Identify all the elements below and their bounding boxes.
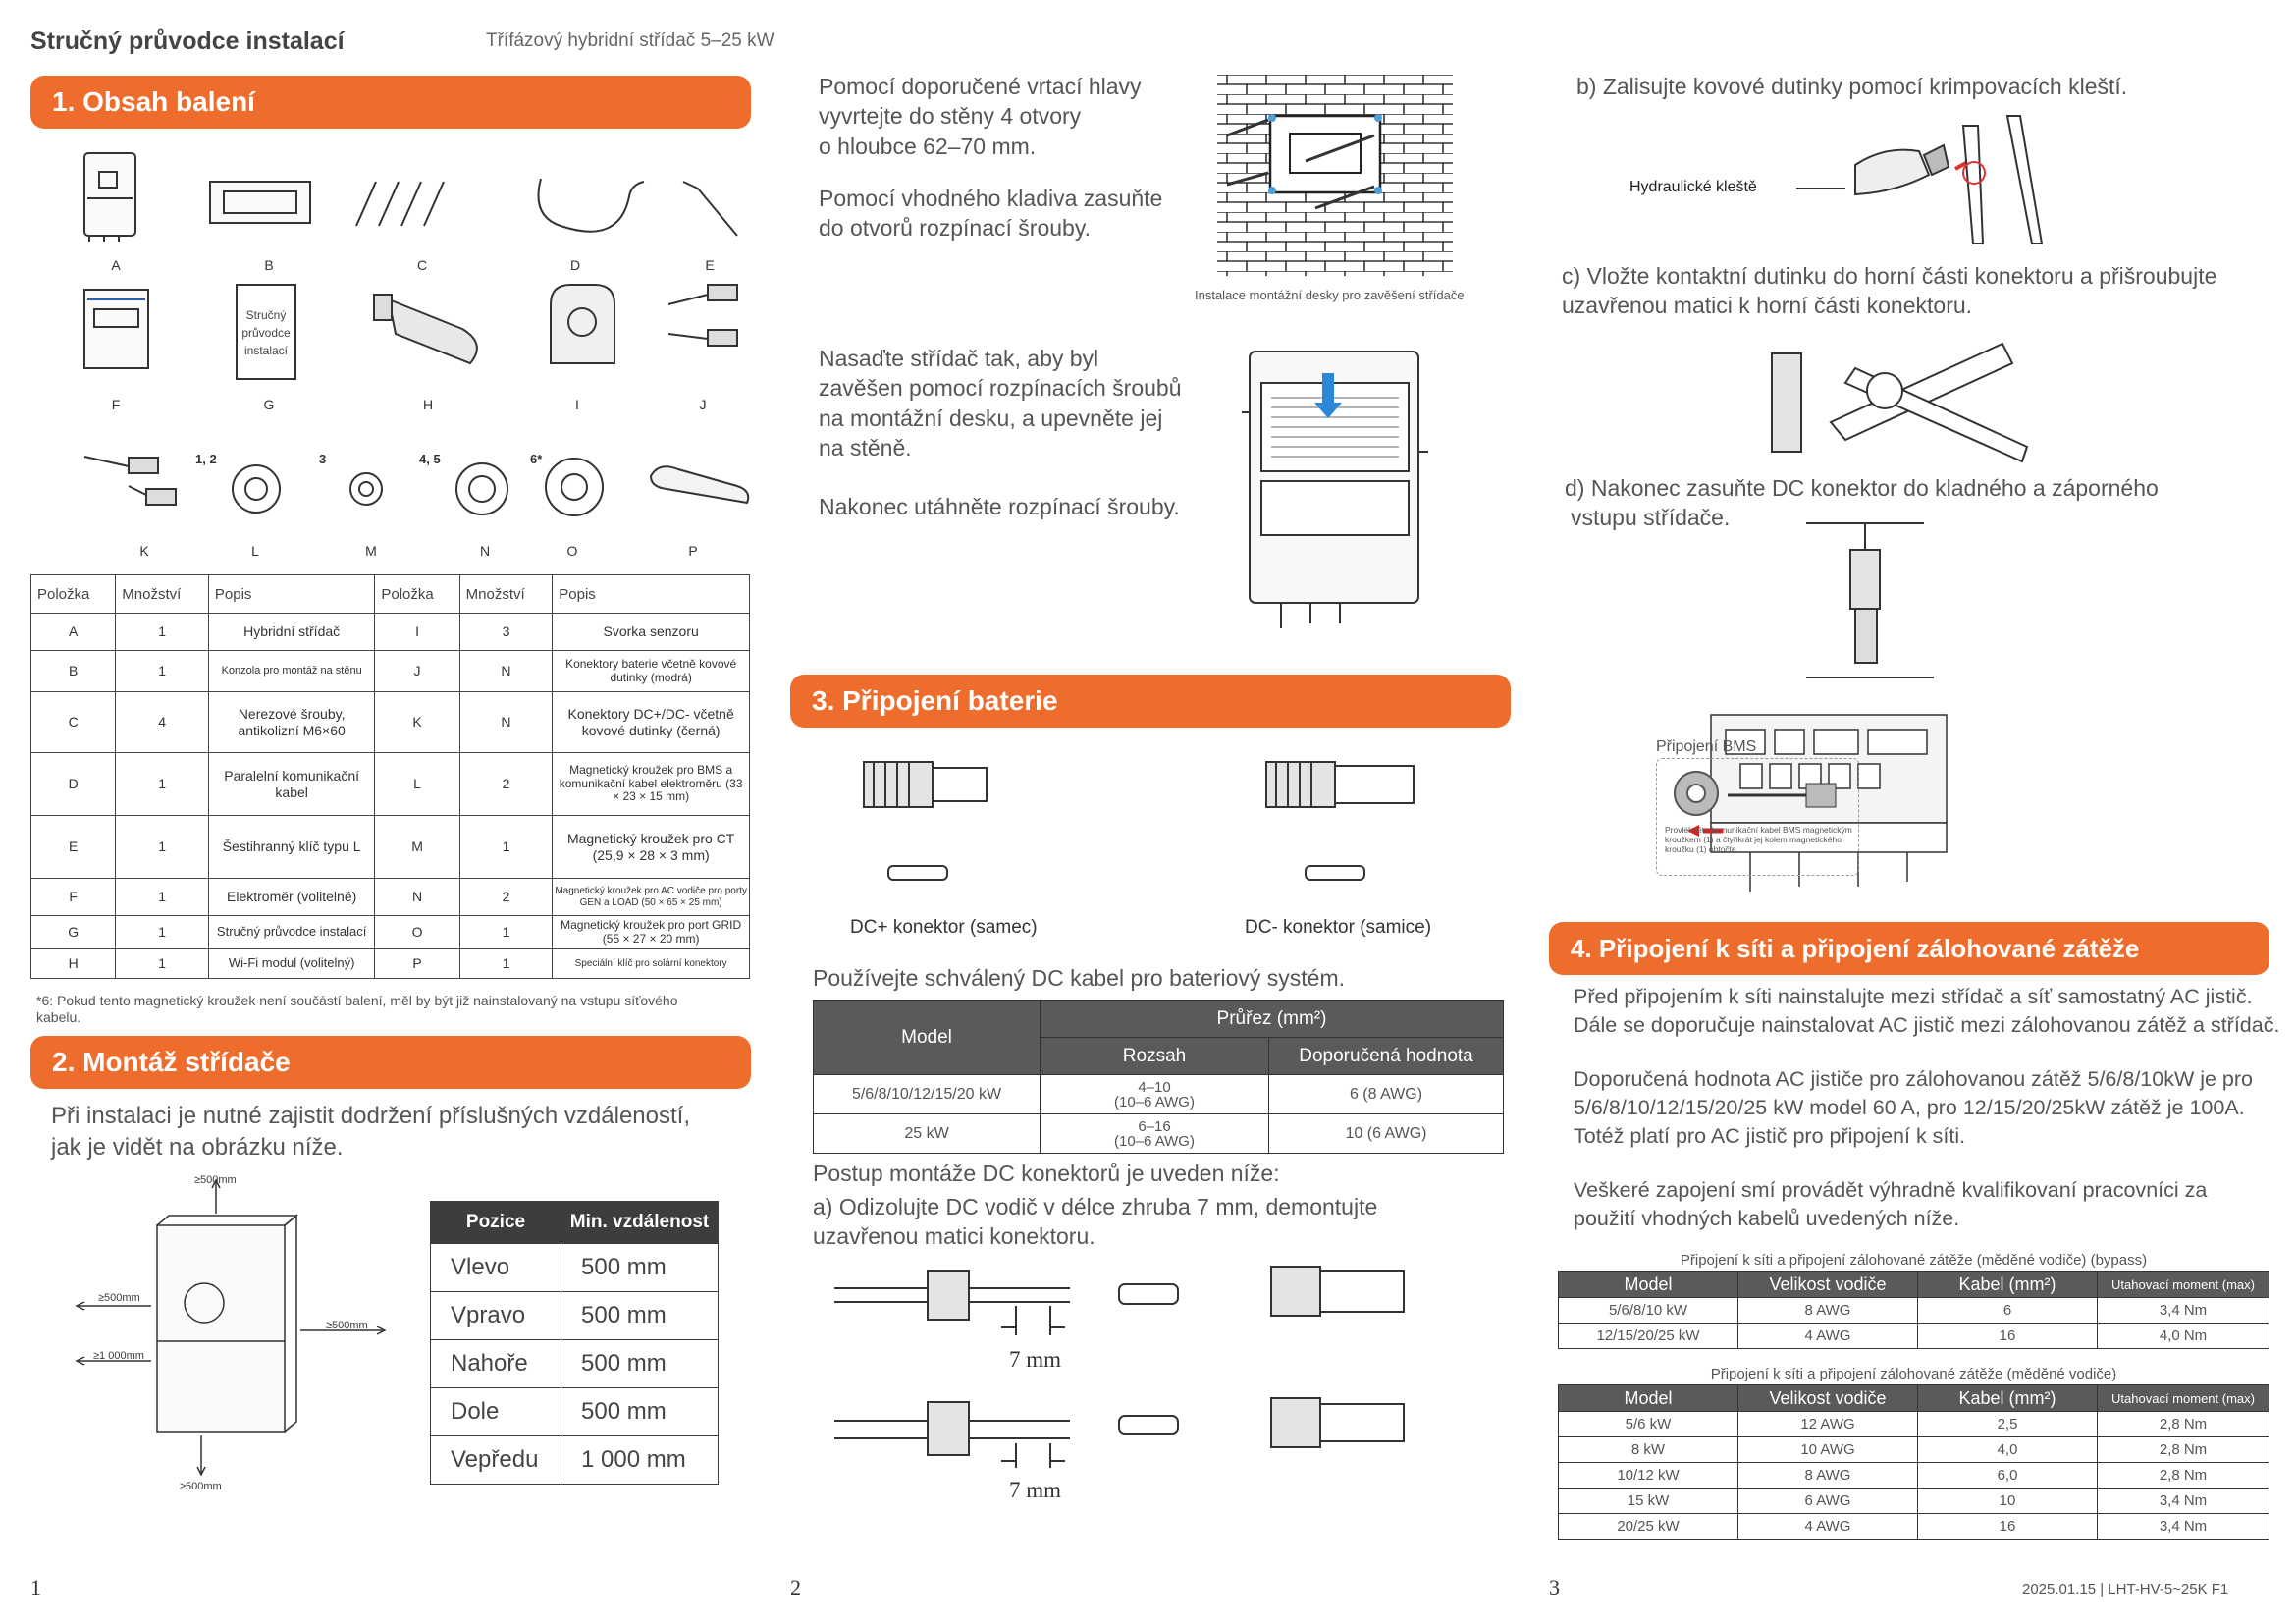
grid-cable-table [1558, 1384, 2269, 1540]
table-row [1559, 1298, 2269, 1324]
col-header: Množství [459, 575, 553, 614]
cell: 3,4 Nm [2098, 1298, 2269, 1324]
booklet-line-2: průvodce [241, 326, 291, 340]
cell: 5/6/8/10 kW [1559, 1298, 1738, 1324]
section-grid-connection: 4. Připojení k síti a připojení zálohované zátěže [1549, 922, 2269, 975]
col-header: Množství [116, 575, 209, 614]
mounting-intro: Při instalaci je nutné zajistit dodržení příslušných vzdáleností, jak je vidět na obrázku níže. [51, 1103, 690, 1161]
cell: Vlevo [431, 1244, 561, 1292]
cell: 500 mm [561, 1244, 719, 1292]
cell: 1 [116, 949, 209, 979]
cell: 3,4 Nm [2098, 1489, 2269, 1514]
table-row [1559, 1514, 2269, 1540]
col-header: Položka [375, 575, 459, 614]
text-line: Pomocí doporučené vrtací hlavy [819, 74, 1142, 99]
range-awg: (10–6 AWG) [1114, 1132, 1195, 1150]
cell: F [31, 879, 116, 916]
cell: 5/6/8/10/12/15/20 kW [814, 1075, 1041, 1114]
cell: G [31, 916, 116, 949]
col-header: Model [814, 1001, 1041, 1075]
package-letter: K [139, 543, 149, 559]
cell: Konektory DC+/DC- včetně kovové dutinky (černá) [553, 692, 750, 753]
col-header: Rozsah [1041, 1038, 1269, 1075]
cell: 2,8 Nm [2098, 1463, 2269, 1489]
cell: 6 (8 AWG) [1269, 1075, 1504, 1114]
cell: 2 [459, 879, 553, 916]
table-row [31, 916, 750, 949]
clearance-top-label: ≥500mm [194, 1174, 237, 1186]
text-line: 5/6/8/10/12/15/20/25 kW model 60 A, pro 12/15/20/25kW zátěž je 100A. [1574, 1096, 2245, 1120]
cell: E [31, 816, 116, 879]
magnetic-ring-icon [1669, 766, 1845, 820]
cell: 1 [116, 651, 209, 692]
table-row [431, 1436, 719, 1485]
cell: 10/12 kW [1559, 1463, 1738, 1489]
cell: Vepředu [431, 1436, 561, 1485]
cell: 4,0 [1918, 1437, 2098, 1463]
cell: 6,0 [1918, 1463, 2098, 1489]
text-line: zavěšen pomocí rozpínacích šroubů [819, 375, 1182, 402]
cell: 8 AWG [1738, 1298, 1918, 1324]
table-row [31, 816, 750, 879]
crimp-tool-illustration [1796, 106, 2071, 253]
cell: 500 mm [561, 1340, 719, 1388]
package-letter: F [111, 397, 121, 412]
section-mounting: 2. Montáž střídače [30, 1036, 751, 1089]
cell [1041, 1075, 1269, 1114]
table-header-row [31, 575, 750, 614]
strip-wire-illustration [825, 1257, 1492, 1512]
cell: 500 mm [561, 1388, 719, 1436]
cell: Magnetický kroužek pro CT (25,9 × 28 × 3 mm) [553, 816, 750, 879]
cell: 2 [459, 753, 553, 816]
step-b: b) Zalisujte kovové dutinky pomocí krimpovacích kleští. [1576, 74, 2128, 99]
cell: 16 [1918, 1324, 2098, 1349]
table-row [431, 1388, 719, 1436]
col-header: Utahovací moment (max) [2098, 1272, 2269, 1298]
cell: 1 000 mm [561, 1436, 719, 1485]
document-title: Stručný průvodce instalací [30, 27, 345, 55]
text-line: uzavřenou matici k horní části konektoru. [1562, 293, 1973, 319]
col-header: Popis [208, 575, 374, 614]
cell: 1 [116, 816, 209, 879]
package-contents-illustration [30, 137, 757, 550]
clearance-left-label: ≥500mm [98, 1292, 140, 1304]
text-line: na montážní desku, a upevněte jej [819, 405, 1163, 431]
package-letter: G [263, 397, 275, 412]
dc-cable-table [813, 1000, 1504, 1154]
document-subtitle: Třífázový hybridní střídač 5–25 kW [486, 30, 774, 51]
booklet-line-3: instalací [243, 344, 289, 357]
cell: 25 kW [814, 1114, 1041, 1154]
cell: 15 kW [1559, 1489, 1738, 1514]
table-row [431, 1292, 719, 1340]
cell: 1 [116, 879, 209, 916]
table-header-row [814, 1001, 1504, 1038]
tighten-instructions: Nakonec utáhněte rozpínací šrouby. [819, 494, 1180, 519]
cell: Konzola pro montáž na stěnu [208, 651, 374, 692]
clearance-bottom-label: ≥500mm [180, 1481, 222, 1492]
dc-plus-label: DC+ konektor (samec) [850, 917, 1038, 938]
package-letter: I [575, 397, 579, 412]
text-line: uzavřenou matici konektoru. [813, 1223, 1095, 1250]
package-letter: J [699, 397, 707, 412]
grid-paragraph-1 [1574, 983, 2279, 1040]
text-line: a) Odizolujte DC vodič v délce zhruba 7 mm, demontujte [813, 1194, 1378, 1219]
cell: 1 [459, 949, 553, 979]
cell: Magnetický kroužek pro BMS a komunikační kabel elektroměru (33 × 23 × 15 mm) [553, 753, 750, 816]
table-row [31, 753, 750, 816]
cell: 3,4 Nm [2098, 1514, 2269, 1540]
table-row [431, 1244, 719, 1292]
package-letter: O [566, 543, 578, 559]
cell: N [459, 692, 553, 753]
drill-instructions [819, 72, 1142, 161]
cell: Wi-Fi modul (volitelný) [208, 949, 374, 979]
section-package-contents: 1. Obsah balení [30, 76, 751, 129]
table-header-row [1559, 1272, 2269, 1298]
connector-wrench-illustration [1757, 324, 2042, 471]
col-header: Velikost vodiče [1738, 1272, 1918, 1298]
cell: L [375, 753, 459, 816]
cell: 6 [1918, 1298, 2098, 1324]
text-line: na stěně. [819, 435, 912, 461]
cell: B [31, 651, 116, 692]
cell: K [375, 692, 459, 753]
cell: 6 AWG [1738, 1489, 1918, 1514]
col-header: Kabel (mm²) [1918, 1385, 2098, 1412]
cell: 4 [116, 692, 209, 753]
cell: N [459, 651, 553, 692]
cell: 20/25 kW [1559, 1514, 1738, 1540]
col-header: Položka [31, 575, 116, 614]
cell: Konektory baterie včetně kovové dutinky (modrá) [553, 651, 750, 692]
text-line: vstupu střídače. [1571, 505, 1731, 531]
cell: 4 AWG [1738, 1514, 1918, 1540]
clearance-right-label: ≥500mm [326, 1320, 368, 1331]
package-letter: A [111, 257, 121, 273]
text-line: o hloubce 62–70 mm. [819, 133, 1037, 159]
bms-note: Provlékněte komunikační kabel BMS magnetickým kroužkem (1) a čtyřikrát jej kolem magnetického kroužku (1) obtočte. [1665, 825, 1852, 855]
hammer-instructions [819, 184, 1162, 244]
range-awg: (10–6 AWG) [1114, 1093, 1195, 1110]
col-header: Kabel (mm²) [1918, 1272, 2098, 1298]
col-header: Utahovací moment (max) [2098, 1385, 2269, 1412]
col-header: Min. vzdálenost [561, 1202, 719, 1244]
cell: H [31, 949, 116, 979]
text-line: c) Vložte kontaktní dutinku do horní části konektoru a přišroubujte [1562, 263, 2217, 289]
table-row [1559, 1324, 2269, 1349]
text-line: Dále se doporučuje nainstalovat AC jistič mezi zálohovanou zátěž a střídač. [1574, 1013, 2280, 1038]
cell: 8 kW [1559, 1437, 1738, 1463]
cell: P [375, 949, 459, 979]
strip-length-label: 7 mm [1009, 1347, 1062, 1372]
bms-label: Připojení BMS [1656, 738, 1757, 755]
crimp-tool-label: Hydraulické kleště [1629, 179, 1757, 195]
cell: 1 [116, 753, 209, 816]
page-number: 3 [1549, 1575, 1560, 1599]
dc-cable-note: Používejte schválený DC kabel pro bateriový systém. [813, 965, 1346, 991]
wall-bracket-illustration [1207, 75, 1463, 281]
cell: Vpravo [431, 1292, 561, 1340]
cell: 10 (6 AWG) [1269, 1114, 1504, 1154]
cell: Nahoře [431, 1340, 561, 1388]
range-value: 4–10 [1138, 1078, 1171, 1096]
table1-caption: Připojení k síti a připojení zálohované zátěže (měděné vodiče) (bypass) [1680, 1252, 2148, 1269]
text-line: Doporučená hodnota AC jističe pro zálohovanou zátěž 5/6/8/10kW je pro [1574, 1067, 2254, 1091]
cell: 10 [1918, 1489, 2098, 1514]
cell: 1 [116, 614, 209, 651]
text-line: Totéž platí pro AC jistič pro připojení k síti. [1574, 1124, 1966, 1149]
col-header: Pozice [431, 1202, 561, 1244]
table-header-row [431, 1202, 719, 1244]
text-line: Nasaďte střídač tak, aby byl [819, 346, 1099, 371]
document-version: 2025.01.15 | LHT-HV-5~25K F1 [2022, 1581, 2229, 1597]
section-battery-connection: 3. Připojení baterie [790, 675, 1511, 728]
table-row [1559, 1463, 2269, 1489]
text-line: d) Nakonec zasuňte DC konektor do kladného a záporného [1565, 475, 2159, 501]
connector-insert-illustration [1806, 520, 1944, 682]
cell: 4 AWG [1738, 1324, 1918, 1349]
cell: O [375, 916, 459, 949]
cell: Dole [431, 1388, 561, 1436]
col-header: Model [1559, 1272, 1738, 1298]
col-header: Doporučená hodnota [1269, 1038, 1504, 1075]
cell: Šestihranný klíč typu L [208, 816, 374, 879]
grid-cable-table-bypass [1558, 1271, 2269, 1349]
cell: J [375, 651, 459, 692]
table-row [814, 1114, 1504, 1154]
text-line: Veškeré zapojení smí provádět výhradně kvalifikovaní pracovníci za [1574, 1178, 2208, 1202]
page-number: 2 [790, 1575, 801, 1599]
text-line: Před připojením k síti nainstalujte mezi střídač a síť samostatný AC jistič. [1574, 985, 2253, 1008]
table-row [814, 1075, 1504, 1114]
package-letter: L [251, 543, 259, 559]
dc-connectors-illustration [844, 746, 1453, 893]
booklet-line-1: Stručný [245, 308, 287, 322]
cell: 8 AWG [1738, 1463, 1918, 1489]
cell: M [375, 816, 459, 879]
cell: 3 [459, 614, 553, 651]
cell: A [31, 614, 116, 651]
cell: 12/15/20/25 kW [1559, 1324, 1738, 1349]
cell: C [31, 692, 116, 753]
cell: 1 [459, 816, 553, 879]
grid-paragraph-3 [1574, 1176, 2207, 1233]
package-number: 3 [319, 452, 327, 466]
package-number: 6* [530, 452, 543, 466]
clearance-front-label: ≥1 000mm [93, 1350, 144, 1362]
cell: Nerezové šrouby, antikolizní M6×60 [208, 692, 374, 753]
cell: Stručný průvodce instalací [208, 916, 374, 949]
wall-caption: Instalace montážní desky pro zavěšení střídače [1195, 288, 1465, 302]
table-header-row [1559, 1385, 2269, 1412]
cell: 4,0 Nm [2098, 1324, 2269, 1349]
table2-caption: Připojení k síti a připojení zálohované zátěže (měděné vodiče) [1710, 1366, 2117, 1382]
col-header: Popis [553, 575, 750, 614]
cell: Magnetický kroužek pro port GRID (55 × 27 × 20 mm) [553, 916, 750, 949]
cell: 2,8 Nm [2098, 1437, 2269, 1463]
cell: N [375, 879, 459, 916]
cell: 5/6 kW [1559, 1412, 1738, 1437]
package-footnote: *6: Pokud tento magnetický kroužek není součástí balení, měl by být již nainstalovaný na vstupu síťového kabelu. [36, 993, 678, 1025]
cell: Hybridní střídač [208, 614, 374, 651]
cell: Svorka senzoru [553, 614, 750, 651]
cell: 500 mm [561, 1292, 719, 1340]
cell: Elektroměr (volitelné) [208, 879, 374, 916]
cell: 10 AWG [1738, 1437, 1918, 1463]
col-header: Průřez (mm²) [1041, 1001, 1504, 1038]
range-value: 6–16 [1138, 1117, 1171, 1135]
col-header: Model [1559, 1385, 1738, 1412]
hang-instructions [819, 344, 1181, 462]
package-number: 4, 5 [419, 452, 441, 466]
package-letter: H [422, 397, 434, 412]
text-line: Pomocí vhodného kladiva zasuňte [819, 186, 1163, 211]
package-letter: C [416, 257, 428, 273]
package-letter: N [479, 543, 491, 559]
step-a [813, 1192, 1377, 1252]
package-letter: P [688, 543, 698, 559]
cell: I [375, 614, 459, 651]
table-row [1559, 1489, 2269, 1514]
package-letter: M [365, 543, 377, 559]
cell: D [31, 753, 116, 816]
table-row [1559, 1412, 2269, 1437]
text-line: do otvorů rozpínací šrouby. [819, 215, 1091, 242]
inverter-hang-illustration [1242, 344, 1438, 638]
col-header: Velikost vodiče [1738, 1385, 1918, 1412]
table-row [31, 614, 750, 651]
table-row [1559, 1437, 2269, 1463]
table-row [431, 1340, 719, 1388]
package-letter: D [569, 257, 581, 273]
page-number: 1 [30, 1575, 41, 1599]
text-line: použití vhodných kabelů uvedených níže. [1574, 1207, 1960, 1231]
package-letter: B [264, 257, 274, 273]
text-line: vyvrtejte do stěny 4 otvory [819, 103, 1082, 130]
cell: 1 [459, 916, 553, 949]
clearance-diagram [59, 1178, 412, 1502]
cell: 12 AWG [1738, 1412, 1918, 1437]
cell: Paralelní komunikační kabel [208, 753, 374, 816]
table-row [31, 879, 750, 916]
package-letter: E [705, 257, 715, 273]
cell [1041, 1114, 1269, 1154]
cell: 2,8 Nm [2098, 1412, 2269, 1437]
package-number: 1, 2 [195, 452, 217, 466]
clearance-table [430, 1201, 719, 1485]
table-row [31, 949, 750, 979]
package-contents-table [30, 574, 750, 979]
cell: Speciální klíč pro solární konektory [553, 949, 750, 979]
cell: 1 [116, 916, 209, 949]
table-row [31, 651, 750, 692]
procedure-intro: Postup montáže DC konektorů je uveden níže: [813, 1161, 1280, 1186]
cell: Magnetický kroužek pro AC vodiče pro porty GEN a LOAD (50 × 65 × 25 mm) [553, 879, 750, 916]
dc-minus-label: DC- konektor (samice) [1245, 917, 1432, 938]
cell: 2,5 [1918, 1412, 2098, 1437]
grid-paragraph-2 [1574, 1065, 2253, 1151]
cell: 16 [1918, 1514, 2098, 1540]
table-row [31, 692, 750, 753]
step-c [1562, 261, 2216, 321]
strip-length-label: 7 mm [1009, 1478, 1062, 1502]
